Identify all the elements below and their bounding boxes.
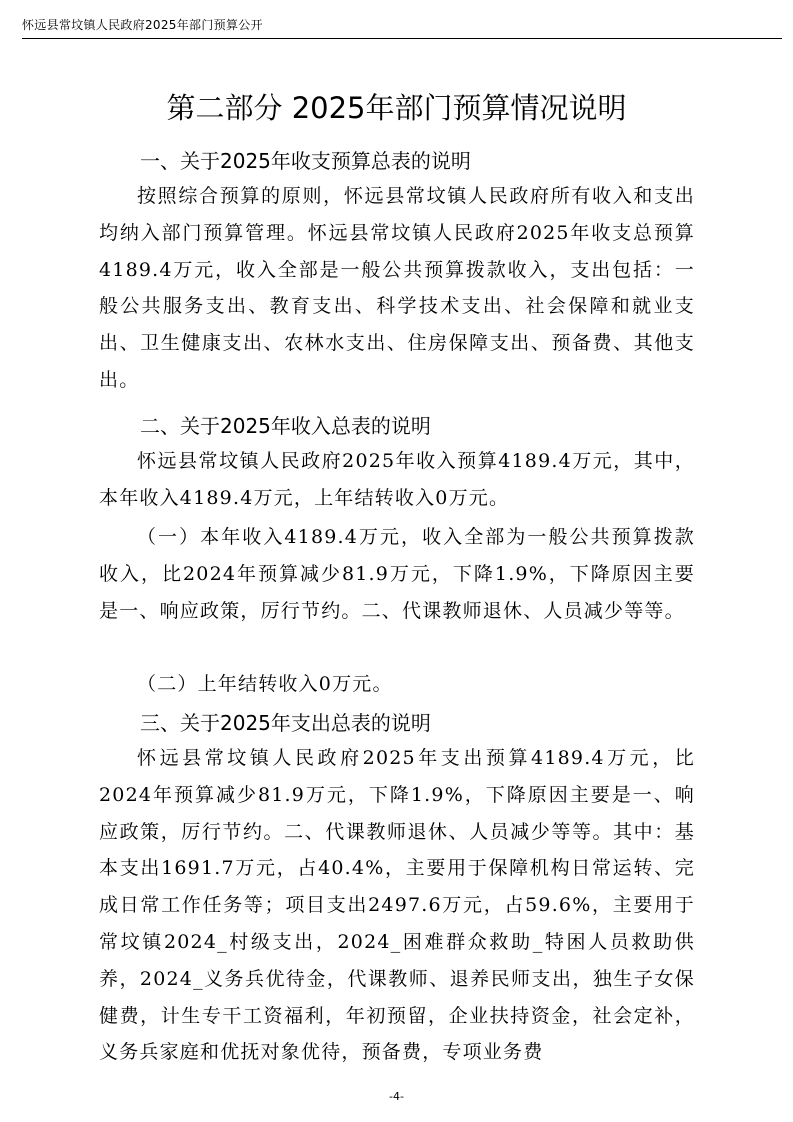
- page-number: -4-: [389, 1090, 404, 1103]
- page-title: 第二部分 2025年部门预算情况说明: [166, 91, 627, 125]
- header-rule: [22, 38, 782, 39]
- section-heading-3: 三、关于2025年支出总表的说明: [140, 711, 431, 735]
- section-3-paragraph-1: 怀远县常坟镇人民政府2025年支出预算4189.4万元，比2024年预算减少81.9万元，下降1.9%，下降原因主要是一、响应政策，厉行节约。二、代课教师退休、人员减少等等。其中：基本支出1691.7万元，占40.4%，主要用于保障机构日常运转、完成日常工作任务等；项目支出2497.6万元，占59.6%，主要用于常坟镇2024_村级支出，2024_困难群众救助_特困人员救助供养，2024_义务兵优待金，代课教师、退养民师支出，独生子女保健费，计生专干工资福利，年初预留，企业扶持资金，社会定补，义务兵家庭和优抚对象优待，预备费，专项业务费: [99, 747, 695, 1064]
- section-heading-2: 二、关于2025年收入总表的说明: [140, 414, 431, 438]
- section-1-paragraph-1: 按照综合预算的原则，怀远县常坟镇人民政府所有收入和支出均纳入部门预算管理。怀远县常坟镇人民政府2025年收支总预算4189.4万元，收入全部是一般公共预算拨款收入，支出包括：一般公共服务支出、教育支出、科学技术支出、社会保障和就业支出、卫生健康支出、农林水支出、住房保障支出、预备费、其他支出。: [99, 185, 695, 391]
- section-2-paragraph-2: （一）本年收入4189.4万元，收入全部为一般公共预算拨款收入，比2024年预算减少81.9万元，下降1.9%，下降原因主要是一、响应政策，厉行节约。二、代课教师退休、人员减少等等。: [99, 526, 695, 622]
- section-heading-1: 一、关于2025年收支预算总表的说明: [140, 149, 471, 173]
- section-2-paragraph-1: 怀远县常坟镇人民政府2025年收入预算4189.4万元，其中，本年收入4189.4万元，上年结转收入0万元。: [99, 450, 695, 509]
- running-header: 怀远县常坟镇人民政府2025年部门预算公开: [22, 18, 263, 32]
- section-2-paragraph-3: （二）上年结转收入0万元。: [137, 673, 393, 695]
